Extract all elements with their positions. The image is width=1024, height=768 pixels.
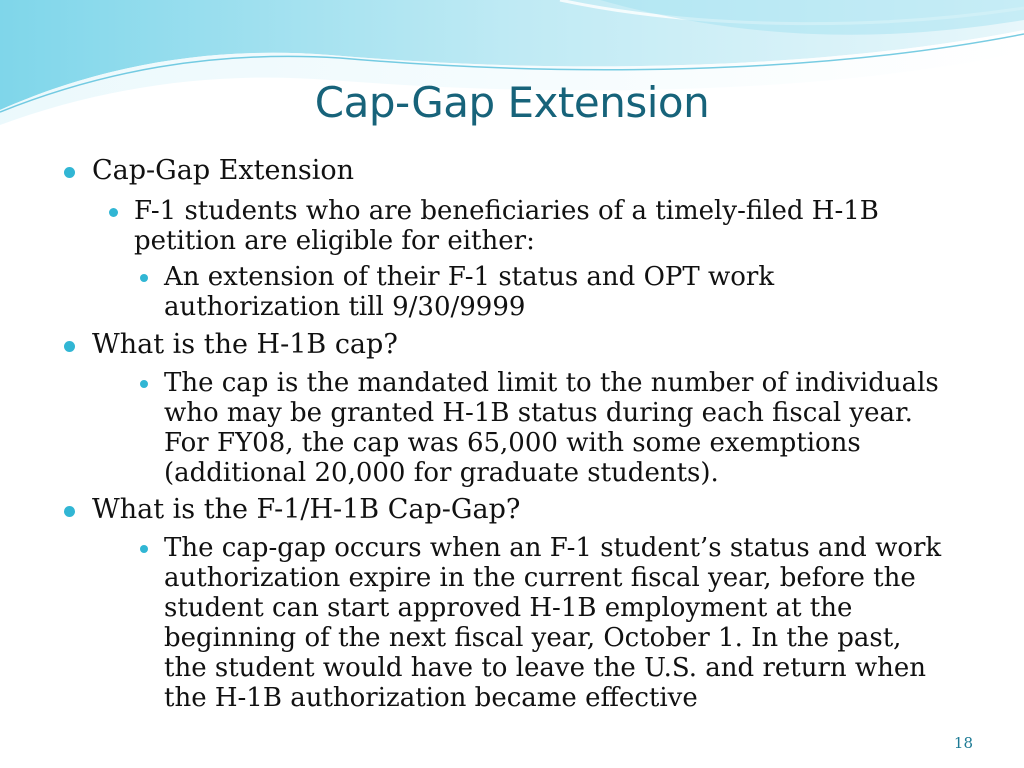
- bullet-level2: F-1 students who are beneficiaries of a timely-filed H-1B petition are eligible for either:: [134, 196, 934, 256]
- bullet-level1: What is the F-1/H-1B Cap-Gap?: [92, 495, 520, 525]
- bullet-dot-icon: [64, 341, 75, 352]
- bullet-dot-icon: [64, 506, 75, 517]
- bullet-level3: The cap-gap occurs when an F-1 student’s status and work authorization expire in the current fiscal year, before the student can start approved H-1B employment at the beginning of the next fiscal year, October 1. In the past, the student would have to leave the U.S. and return when the H-1B authorization became effective: [164, 533, 984, 713]
- bullet-level1: Cap-Gap Extension: [92, 156, 354, 186]
- bullet-level3: The cap is the mandated limit to the number of individuals who may be granted H-1B status during each fiscal year. For FY08, the cap was 65,000 with some exemptions (additional 20,000 for graduate students).: [164, 368, 984, 488]
- slide-title: Cap-Gap Extension: [314, 78, 710, 127]
- bullet-dot-icon: [140, 380, 148, 388]
- bullet-dot-icon: [109, 208, 118, 217]
- page-number: 18: [953, 734, 973, 752]
- bullet-level3: An extension of their F-1 status and OPT work authorization till 9/30/9999: [164, 262, 984, 322]
- bullet-dot-icon: [140, 545, 148, 553]
- bullet-level1: What is the H-1B cap?: [92, 330, 398, 360]
- bullet-dot-icon: [64, 167, 75, 178]
- bullet-dot-icon: [140, 274, 148, 282]
